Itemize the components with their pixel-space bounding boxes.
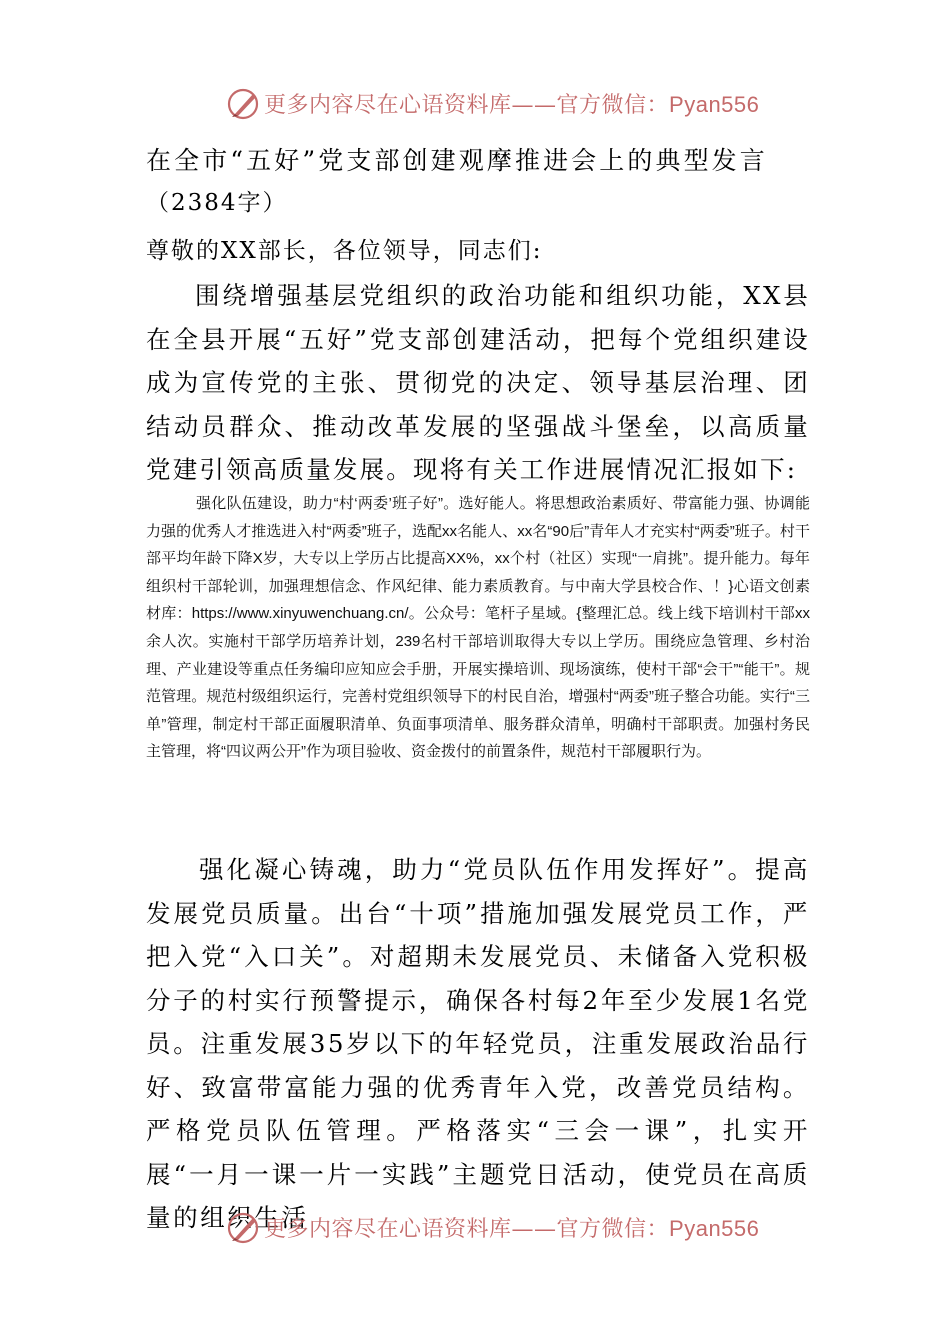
pen-logo-icon	[226, 1210, 262, 1246]
pen-logo-icon	[226, 86, 262, 122]
greeting: 尊敬的XX部长，各位领导，同志们:	[146, 238, 543, 264]
header-watermark-banner	[0, 84, 950, 124]
watermark-text: 更多内容尽在心语资料库——官方微信：Pyan556	[264, 92, 760, 118]
paragraph-party-members: 强化凝心铸魂，助力“党员队伍作用发挥好”。提高发展党员质量。出台“十项”措施加强发展党员工作，严把入党“入口关”。对超期未发展党员、未储备入党积极分子的村实行预警提示，确保各村每2年至少发展1名党员。注重发展35岁以下的年轻党员，注重发展政治品行好、致富带富能力强的优秀青年入党，改善党员结构。严格党员队伍管理。严格落实“三会一课”，扎实开展“一月一课一片一实践”主题党日活动，使党员在高质量的组织生活	[146, 855, 810, 1232]
watermark-text: 更多内容尽在心语资料库——官方微信：Pyan556	[264, 1216, 760, 1242]
paragraph-team-building: 强化队伍建设，助力“村‘两委’班子好”。选好能人。将思想政治素质好、带富能力强、协调能力强的优秀人才推选进入村“两委”班子，选配xx名能人、xx名“90后”青年人才充实村“两委”班子。村干部平均年龄下降X岁，大专以上学历占比提高XX%，xx个村（社区）实现“一肩挑”。提升能力。每年组织村干部轮训，加强理想信念、作风纪律、能力素质教育。与中南大学县校合作、！}心语文创素材库：https://www.xinyuwenchuang.cn/。公众号：笔杆子星域。{整理汇总。线上线下培训村干部xx余人次。实施村干部学历培养计划，239名村干部培训取得大专以上学历。围绕应急管理、乡村治理、产业建设等重点任务编印应知应会手册，开展实操培训、现场演练，使村干部“会干”“能干”。规范管理。规范村级组织运行，完善村党组织领导下的村民自治，增强村“两委”班子整合功能。实行“三单”管理，制定村干部正面履职清单、负面事项清单、服务群众清单，明确村干部职责。加强村务民主管理，将“四议两公开”作为项目验收、资金拨付的前置条件，规范村干部履职行为。	[146, 495, 810, 761]
document-title: 在全市“五好”党支部创建观摩推进会上的典型发言	[146, 146, 768, 175]
footer-watermark-banner	[0, 1208, 950, 1248]
word-count: （2384字）	[146, 190, 288, 216]
paragraph-intro: 围绕增强基层党组织的政治功能和组织功能，XX县在全县开展“五好”党支部创建活动，把每个党组织建设成为宣传党的主张、贯彻党的决定、领导基层治理、团结动员群众、推动改革发展的坚强战斗堡垒，以高质量党建引领高质量发展。现将有关工作进展情况汇报如下:	[146, 281, 810, 484]
